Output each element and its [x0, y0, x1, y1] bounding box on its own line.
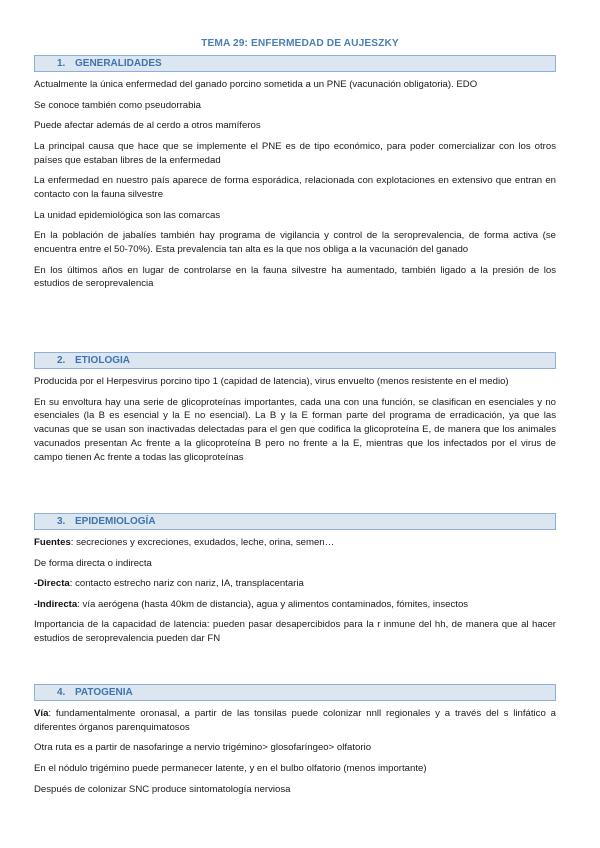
- paragraph-text: Actualmente la única enfermedad del ganado porcino sometida a un PNE (vacunación obligatoria). EDO: [34, 79, 478, 90]
- paragraph: [34, 229, 556, 257]
- paragraph-text: Otra ruta es a partir de nasofaringe a nervio trigémino> glosofaríngeo> olfatorio: [34, 742, 372, 754]
- paragraph: [34, 99, 556, 113]
- paragraph-text: Importancia de la capacidad de latencia: pueden pasar desapercibidos para la r inmune del hh, de manera que al hacer estudios de seroprevalencia pueden dar FN: [34, 619, 556, 645]
- paragraph-text: La enfermedad en nuestro país aparece de forma esporádica, relacionada con explotaciones en extensivo que entran en contacto con la fauna silvestre: [34, 175, 556, 200]
- section-etiologia: [34, 352, 556, 471]
- section-number: 3.: [57, 516, 66, 527]
- paragraph: [34, 577, 556, 591]
- paragraph: [34, 618, 556, 646]
- paragraph-text: En su envoltura hay una serie de glicoproteínas importantes, cada una con una función, se clasifican en esenciales y no esenciales (la B es esencial y la E no esencial). La B y la E forman parte del programa de erradicación, ya que las vacunas que se usan son inactivadas delectadas para el gen que codifica la glicoproteína E, de manera que los animales vacunados presentan Ac frente a la glicoproteína B pero no frente a la E, mientras que los infectados por el virus de campo tienen Ac frente a todas las glicoproteínas: [34, 396, 556, 463]
- section-heading: [34, 684, 556, 701]
- document-title: TEMA 29: ENFERMEDAD DE AUJESZKY: [201, 38, 399, 49]
- section-heading-label: PATOGENIA: [75, 687, 133, 698]
- paragraph-bold-term: -Indirecta: [34, 598, 78, 610]
- section-epidemiologia: [34, 513, 556, 653]
- paragraph-text: Puede afectar además de al cerdo a otros mamíferos: [34, 120, 261, 132]
- paragraph-text: : fundamentalmente oronasal, a partir de las tonsilas puede colonizar nnll regionales y a través del s linfático a diferentes órganos parenquimatosos: [34, 708, 556, 733]
- paragraph-text: En la población de jabalíes también hay programa de vigilancia y control de la seroprevalencia, de forma activa (se encuentra entre el 50-70%). Esta prevalencia tan alta es la que nos obliga a la vacunación del ganado: [34, 230, 556, 255]
- paragraph: [34, 264, 556, 292]
- section-heading-label: EPIDEMIOLOGÍA: [75, 516, 156, 527]
- paragraph: [34, 396, 556, 465]
- paragraph: [34, 741, 556, 755]
- paragraph-text: : secreciones y excreciones, exudados, leche, orina, semen…: [70, 537, 335, 548]
- paragraph-text: De forma directa o indirecta: [34, 557, 152, 569]
- paragraph: [34, 707, 556, 735]
- paragraph-text: En el nódulo trigémino puede permanecer latente, y en el bulbo olfatorio (menos importante): [34, 762, 427, 774]
- paragraph-text: La principal causa que hace que se implemente el PNE es de tipo económico, para poder comercializar con los otros países que estaban libres de la enfermedad: [34, 140, 556, 166]
- paragraph-bold-term: Vía: [34, 708, 49, 719]
- paragraph-bold-term: -Directa: [34, 578, 70, 590]
- section-heading: [34, 352, 556, 369]
- section-heading-label: ETIOLOGIA: [75, 355, 130, 366]
- paragraph: [34, 119, 556, 133]
- paragraph: [34, 140, 556, 168]
- paragraph: [34, 209, 556, 223]
- paragraph: [34, 174, 556, 202]
- section-generalidades: [34, 55, 556, 298]
- paragraph: [34, 536, 556, 550]
- paragraph-bold-term: Fuentes: [34, 537, 71, 548]
- paragraph: [34, 783, 556, 797]
- section-number: 1.: [57, 58, 66, 69]
- paragraph: [34, 762, 556, 776]
- paragraph-text: : contacto estrecho nariz con nariz, IA, transplacentaria: [69, 578, 304, 590]
- section-number: 2.: [57, 355, 66, 366]
- section-number: 4.: [57, 687, 66, 698]
- paragraph: [34, 375, 556, 389]
- section-heading-label: GENERALIDADES: [75, 58, 162, 69]
- paragraph-text: En los últimos años en lugar de controlarse en la fauna silvestre ha aumentado, también ligado a la presión de los estudios de seroprevalencia: [34, 264, 556, 290]
- paragraph: [34, 78, 556, 92]
- paragraph-text: La unidad epidemiológica son las comarcas: [34, 209, 221, 221]
- paragraph-text: : vía aerógena (hasta 40km de distancia), agua y alimentos contaminados, fómites, insectos: [77, 598, 469, 610]
- section-patogenia: [34, 684, 556, 803]
- paragraph: [34, 557, 556, 571]
- paragraph: [34, 598, 556, 612]
- section-heading: [34, 513, 556, 530]
- paragraph-text: Después de colonizar SNC produce sintomatología nerviosa: [34, 783, 291, 795]
- section-heading: [34, 55, 556, 72]
- paragraph-text: Producida por el Herpesvirus porcino tipo 1 (capidad de latencia), virus envuelto (menos resistente en el medio): [34, 376, 509, 387]
- paragraph-text: Se conoce también como pseudorrabia: [34, 99, 201, 111]
